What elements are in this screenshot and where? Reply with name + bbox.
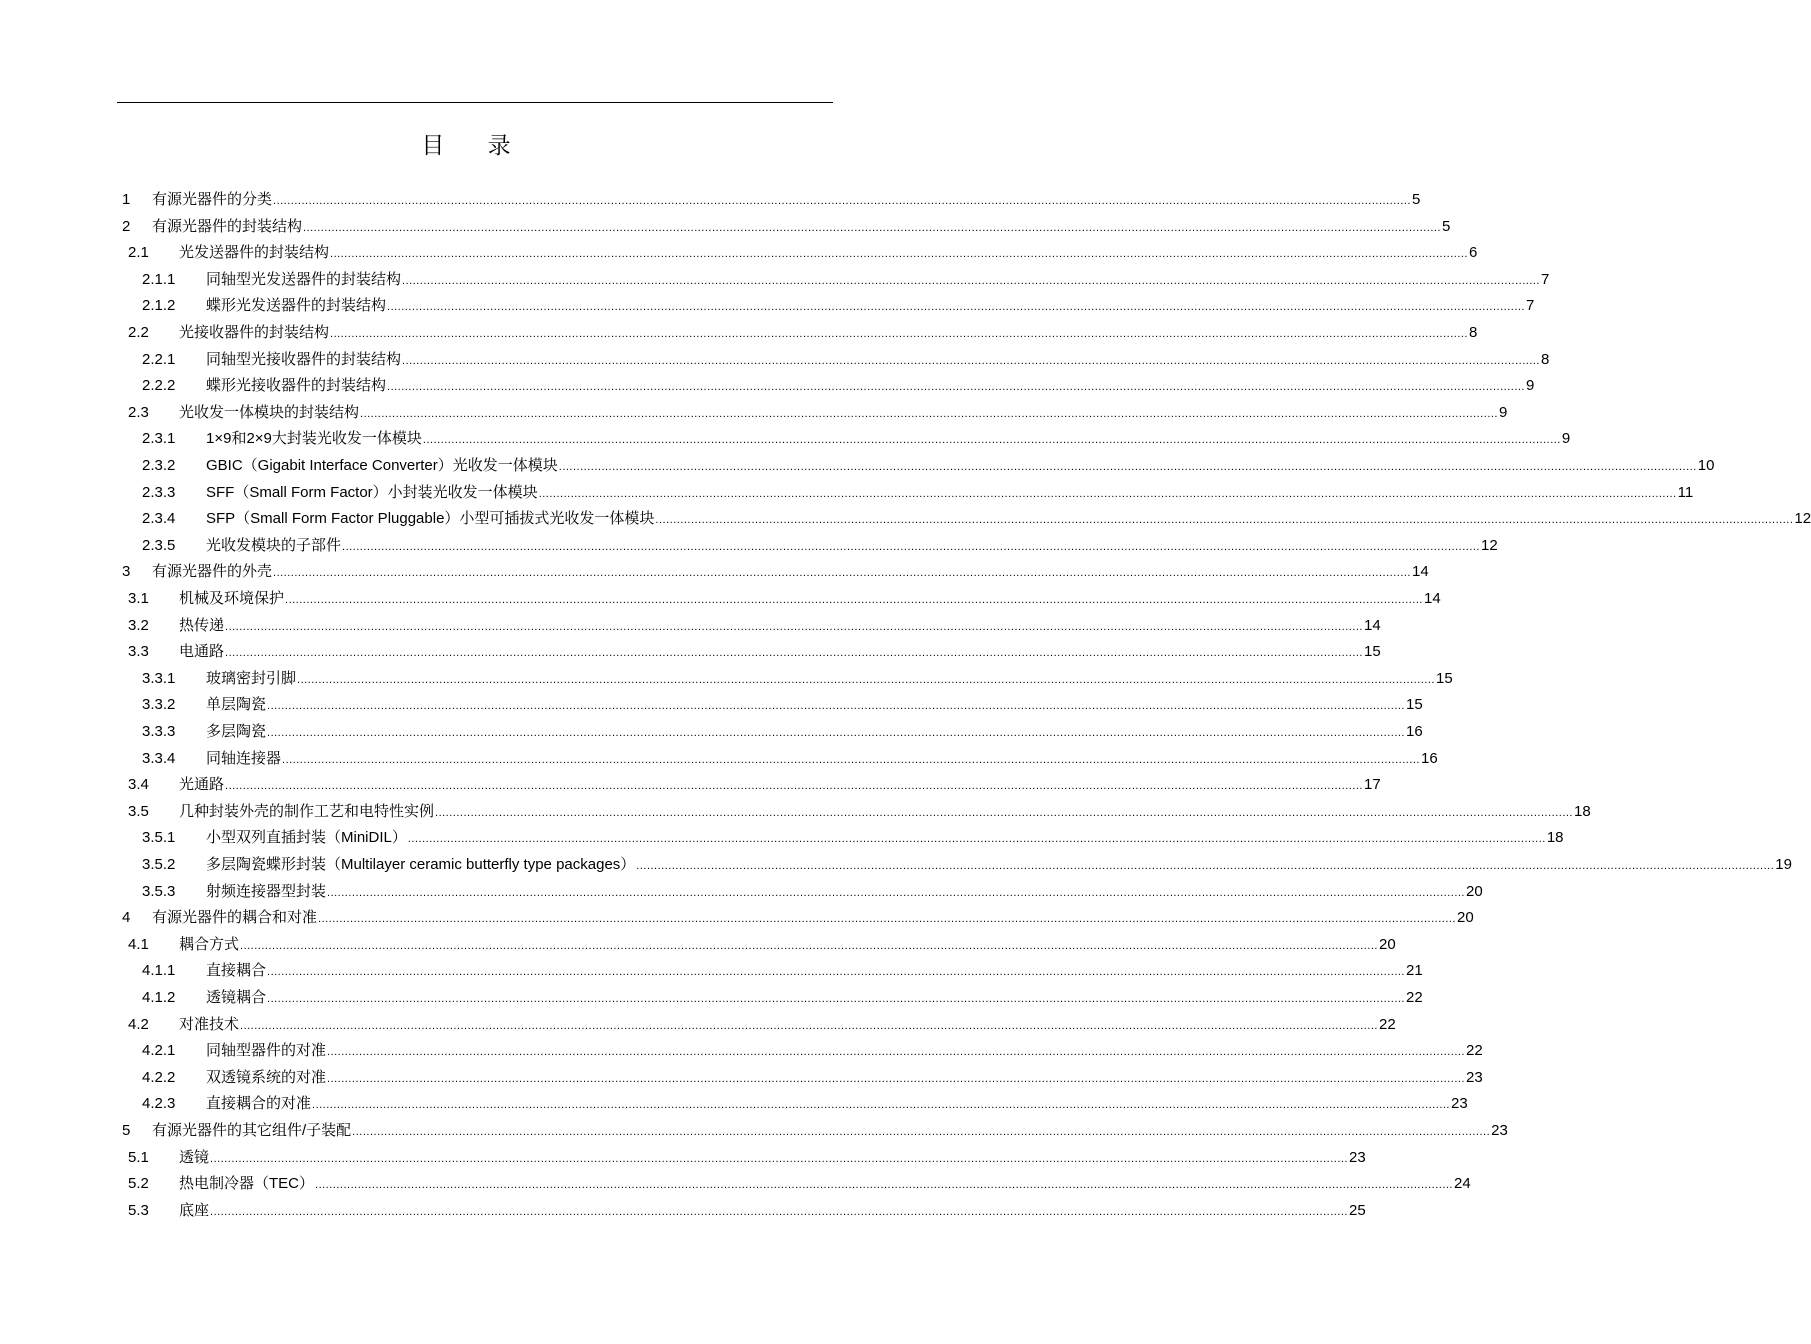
toc-entry-title: 射频连接器型封装 (206, 883, 327, 900)
toc-entry[interactable] (128, 320, 1478, 346)
toc-entry-title: 直接耦合 (206, 962, 267, 979)
toc-entry-title: 玻璃密封引脚 (206, 670, 297, 687)
toc-dot-leader (402, 268, 1540, 294)
toc-entry-page: 12 (1480, 537, 1498, 554)
toc-entry[interactable] (142, 506, 1811, 532)
toc-entry-number: 5 (122, 1122, 131, 1139)
toc-entry-title: 几种封装外壳的制作工艺和电特性实例 (179, 803, 435, 820)
toc-dot-leader (225, 773, 1363, 799)
toc-entry-page: 9 (1525, 377, 1535, 394)
toc-entry-number: 3.5.3 (142, 883, 176, 900)
toc-dot-leader (303, 215, 1441, 241)
header-rule (117, 102, 833, 103)
toc-entry-number: 3.3.3 (142, 723, 176, 740)
toc-dot-leader (267, 720, 1405, 746)
toc-entry-page: 22 (1405, 989, 1423, 1006)
toc-entry-page: 9 (1561, 430, 1571, 447)
toc-entry-page: 19 (1775, 856, 1792, 873)
toc-entry-number: 2.3.5 (142, 537, 176, 554)
toc-dot-leader (559, 454, 1697, 480)
toc-entry-page: 7 (1540, 271, 1550, 288)
toc-entry-title: 蝶形光接收器件的封装结构 (206, 377, 387, 394)
toc-entry[interactable] (122, 905, 1474, 931)
toc-entry[interactable] (142, 480, 1694, 506)
toc-entry-title: 光收发模块的子部件 (206, 537, 342, 554)
toc-dot-leader (318, 906, 1456, 932)
toc-entry[interactable] (142, 1065, 1483, 1091)
toc-dot-leader (330, 241, 1468, 267)
toc-entry-title: 同轴型器件的对准 (206, 1042, 327, 1059)
toc-dot-leader (267, 959, 1405, 985)
toc-dot-leader (387, 294, 1525, 320)
toc-entry-number: 2.3.4 (142, 510, 176, 527)
toc-entry-page: 14 (1363, 617, 1381, 634)
toc-entry-number: 4.2.3 (142, 1095, 176, 1112)
toc-entry[interactable] (128, 772, 1381, 798)
toc-dot-leader (315, 1172, 1453, 1198)
toc-entry-page: 20 (1456, 909, 1474, 926)
toc-dot-leader (240, 933, 1378, 959)
toc-entry[interactable] (128, 932, 1396, 958)
toc-entry-title: 同轴型光接收器件的封装结构 (206, 351, 402, 368)
toc-dot-leader (297, 667, 1435, 693)
toc-entry-title: 小型双列直插封装（MiniDIL） (206, 829, 407, 846)
toc-dot-leader (342, 534, 1480, 560)
toc-entry-page: 24 (1453, 1175, 1471, 1192)
toc-entry-title: 热电制冷器（TEC） (179, 1175, 315, 1192)
toc-entry-title: 透镜 (179, 1149, 210, 1166)
toc-dot-leader (285, 587, 1423, 613)
toc-entry-title: SFF（Small Form Factor）小封装光收发一体模块 (206, 484, 538, 501)
toc-entry-title: 光接收器件的封装结构 (179, 324, 330, 341)
toc-entry-page: 11 (1677, 484, 1694, 501)
toc-entry-page: 16 (1405, 723, 1423, 740)
toc-dot-leader (435, 800, 1573, 826)
toc-entry-page: 8 (1540, 351, 1550, 368)
toc-entry-title: 对准技术 (179, 1016, 240, 1033)
toc-entry[interactable] (142, 692, 1423, 718)
toc-entry-number: 2.2.1 (142, 351, 176, 368)
toc-entry-number: 4.2.1 (142, 1042, 176, 1059)
toc-entry-page: 22 (1465, 1042, 1483, 1059)
toc-entry-number: 4 (122, 909, 131, 926)
toc-entry-page: 15 (1363, 643, 1381, 660)
toc-entry-title: 直接耦合的对准 (206, 1095, 312, 1112)
toc-entry[interactable] (122, 214, 1451, 240)
toc-dot-leader (352, 1119, 1490, 1145)
toc-entry-number: 2.1.1 (142, 271, 176, 288)
toc-entry[interactable] (142, 746, 1438, 772)
toc-dot-leader (327, 1039, 1465, 1065)
toc-entry-number: 3.1 (128, 590, 149, 607)
toc-dot-leader (273, 560, 1411, 586)
toc-entry-page: 23 (1465, 1069, 1483, 1086)
toc-dot-leader (636, 853, 1774, 879)
toc-entry-page: 22 (1378, 1016, 1396, 1033)
toc-entry-number: 2.1 (128, 244, 149, 261)
toc-entry-number: 4.1 (128, 936, 149, 953)
toc-entry[interactable] (128, 400, 1508, 426)
toc-entry[interactable] (142, 958, 1423, 984)
toc-entry-title: SFP（Small Form Factor Pluggable）小型可插拔式光收发一体模块 (206, 510, 655, 527)
toc-entry-page: 23 (1348, 1149, 1366, 1166)
toc-entry[interactable] (142, 426, 1571, 452)
toc-dot-leader (655, 507, 1793, 533)
toc-entry[interactable] (142, 453, 1715, 479)
toc-entry-number: 2.3.2 (142, 457, 176, 474)
toc-entry-title: 蝶形光发送器件的封装结构 (206, 297, 387, 314)
toc-entry-number: 4.2 (128, 1016, 149, 1033)
toc-entry-page: 5 (1411, 191, 1421, 208)
toc-dot-leader (539, 481, 1677, 507)
toc-entry-number: 2.3.3 (142, 484, 176, 501)
toc-entry-number: 5.3 (128, 1202, 149, 1219)
toc-entry-number: 3.5.2 (142, 856, 176, 873)
toc-entry[interactable] (142, 719, 1423, 745)
toc-entry-number: 2.3 (128, 404, 149, 421)
toc-entry-page: 10 (1697, 457, 1715, 474)
toc-entry[interactable] (142, 879, 1483, 905)
toc-entry-title: 有源光器件的耦合和对准 (152, 909, 318, 926)
toc-entry-number: 4.1.1 (142, 962, 176, 979)
toc-entry-page: 16 (1420, 750, 1438, 767)
toc-entry-title: 双透镜系统的对准 (206, 1069, 327, 1086)
toc-entry-number: 3.2 (128, 617, 149, 634)
toc-entry-page: 15 (1405, 696, 1423, 713)
toc-entry-page: 20 (1465, 883, 1483, 900)
toc-dot-leader (225, 640, 1363, 666)
toc-entry-title: 单层陶瓷 (206, 696, 267, 713)
toc-entry-title: 多层陶瓷蝶形封装（Multilayer ceramic butterfly type packages） (206, 856, 636, 873)
toc-dot-leader (387, 374, 1525, 400)
toc-entry-title: 光发送器件的封装结构 (179, 244, 330, 261)
toc-entry-title: 1×9和2×9大封装光收发一体模块 (206, 430, 422, 447)
toc-entry-title: 耦合方式 (179, 936, 240, 953)
toc-entry-number: 2.2 (128, 324, 149, 341)
toc-dot-leader (327, 880, 1465, 906)
toc-entry-number: 3.3 (128, 643, 149, 660)
toc-entry-number: 3.3.1 (142, 670, 176, 687)
toc-dot-leader (282, 747, 1420, 773)
toc-entry-page: 17 (1363, 776, 1381, 793)
toc-entry-number: 3 (122, 563, 131, 580)
toc-dot-leader (408, 826, 1546, 852)
toc-entry-number: 3.3.4 (142, 750, 176, 767)
page-title: 目 录 (421, 133, 529, 159)
toc-entry-title: 光收发一体模块的封装结构 (179, 404, 360, 421)
toc-entry-page: 15 (1435, 670, 1453, 687)
toc-dot-leader (273, 188, 1411, 214)
toc-entry-number: 3.5.1 (142, 829, 176, 846)
toc-entry[interactable] (142, 347, 1550, 373)
toc-entry-number: 1 (122, 191, 131, 208)
toc-entry[interactable] (142, 293, 1535, 319)
toc-entry-page: 5 (1441, 218, 1451, 235)
toc-entry[interactable] (122, 187, 1421, 213)
toc-entry-number: 3.5 (128, 803, 149, 820)
toc-entry-number: 3.3.2 (142, 696, 176, 713)
toc-entry-number: 4.2.2 (142, 1069, 176, 1086)
toc-entry-title: 热传递 (179, 617, 225, 634)
toc-dot-leader (330, 321, 1468, 347)
toc-entry-page: 20 (1378, 936, 1396, 953)
toc-entry[interactable] (142, 666, 1453, 692)
toc-dot-leader (327, 1066, 1465, 1092)
toc-entry-title: 同轴型光发送器件的封装结构 (206, 271, 402, 288)
toc-entry[interactable] (142, 825, 1564, 851)
toc-entry-title: 底座 (179, 1202, 210, 1219)
toc-entry-number: 2.3.1 (142, 430, 176, 447)
toc-entry-title: 机械及环境保护 (179, 590, 285, 607)
toc-dot-leader (267, 986, 1405, 1012)
toc-entry-title: 光通路 (179, 776, 225, 793)
toc-entry[interactable] (128, 240, 1478, 266)
toc-entry-page: 18 (1573, 803, 1591, 820)
toc-entry-page: 8 (1468, 324, 1478, 341)
toc-entry[interactable] (128, 1145, 1366, 1171)
toc-dot-leader (423, 427, 1561, 453)
toc-entry[interactable] (128, 1198, 1366, 1224)
toc-dot-leader (210, 1146, 1348, 1172)
toc-entry[interactable] (142, 985, 1423, 1011)
toc-entry-title: 有源光器件的外壳 (152, 563, 273, 580)
toc-entry-page: 18 (1546, 829, 1564, 846)
toc-entry[interactable] (142, 1038, 1483, 1064)
toc-dot-leader (240, 1013, 1378, 1039)
toc-entry-page: 7 (1525, 297, 1535, 314)
toc-entry-number: 2.2.2 (142, 377, 176, 394)
toc-entry-page: 23 (1491, 1122, 1508, 1139)
toc-entry[interactable] (142, 373, 1535, 399)
toc-entry-title: 有源光器件的其它组件/子装配 (152, 1122, 352, 1139)
toc-entry-title: 透镜耦合 (206, 989, 267, 1006)
toc-entry-page: 23 (1450, 1095, 1468, 1112)
toc-dot-leader (312, 1092, 1450, 1118)
toc-entry-page: 12 (1794, 510, 1811, 527)
toc-entry[interactable] (128, 1171, 1471, 1197)
toc-entry[interactable] (142, 852, 1792, 878)
toc-entry-number: 5.2 (128, 1175, 149, 1192)
toc-entry-number: 5.1 (128, 1149, 149, 1166)
toc-entry-title: 同轴连接器 (206, 750, 282, 767)
toc-entry[interactable] (128, 586, 1441, 612)
toc-entry-page: 9 (1498, 404, 1508, 421)
toc-dot-leader (267, 693, 1405, 719)
toc-entry-title: 有源光器件的封装结构 (152, 218, 303, 235)
toc-entry-title: 多层陶瓷 (206, 723, 267, 740)
toc-entry[interactable] (128, 799, 1591, 825)
toc-entry-number: 3.4 (128, 776, 149, 793)
toc-dot-leader (225, 614, 1363, 640)
toc-dot-leader (360, 401, 1498, 427)
toc-entry-page: 14 (1423, 590, 1441, 607)
toc-entry-number: 2 (122, 218, 131, 235)
toc-entry[interactable] (128, 613, 1381, 639)
toc-entry-title: 有源光器件的分类 (152, 191, 273, 208)
toc-entry-title: 电通路 (179, 643, 225, 660)
toc-entry-page: 6 (1468, 244, 1478, 261)
toc-entry-number: 4.1.2 (142, 989, 176, 1006)
toc-entry-page: 14 (1411, 563, 1429, 580)
toc-entry[interactable] (128, 1012, 1396, 1038)
toc-entry[interactable] (142, 533, 1498, 559)
toc-dot-leader (210, 1199, 1348, 1225)
toc-entry[interactable] (122, 1118, 1508, 1144)
toc-entry-page: 25 (1348, 1202, 1366, 1219)
toc-entry[interactable] (142, 267, 1550, 293)
toc-entry-number: 2.1.2 (142, 297, 176, 314)
toc-entry[interactable] (142, 1091, 1468, 1117)
toc-entry-title: GBIC（Gigabit Interface Converter）光收发一体模块 (206, 457, 558, 474)
toc-dot-leader (402, 348, 1540, 374)
toc-entry[interactable] (122, 559, 1429, 585)
toc-entry-page: 21 (1405, 962, 1423, 979)
toc-entry[interactable] (128, 639, 1381, 665)
